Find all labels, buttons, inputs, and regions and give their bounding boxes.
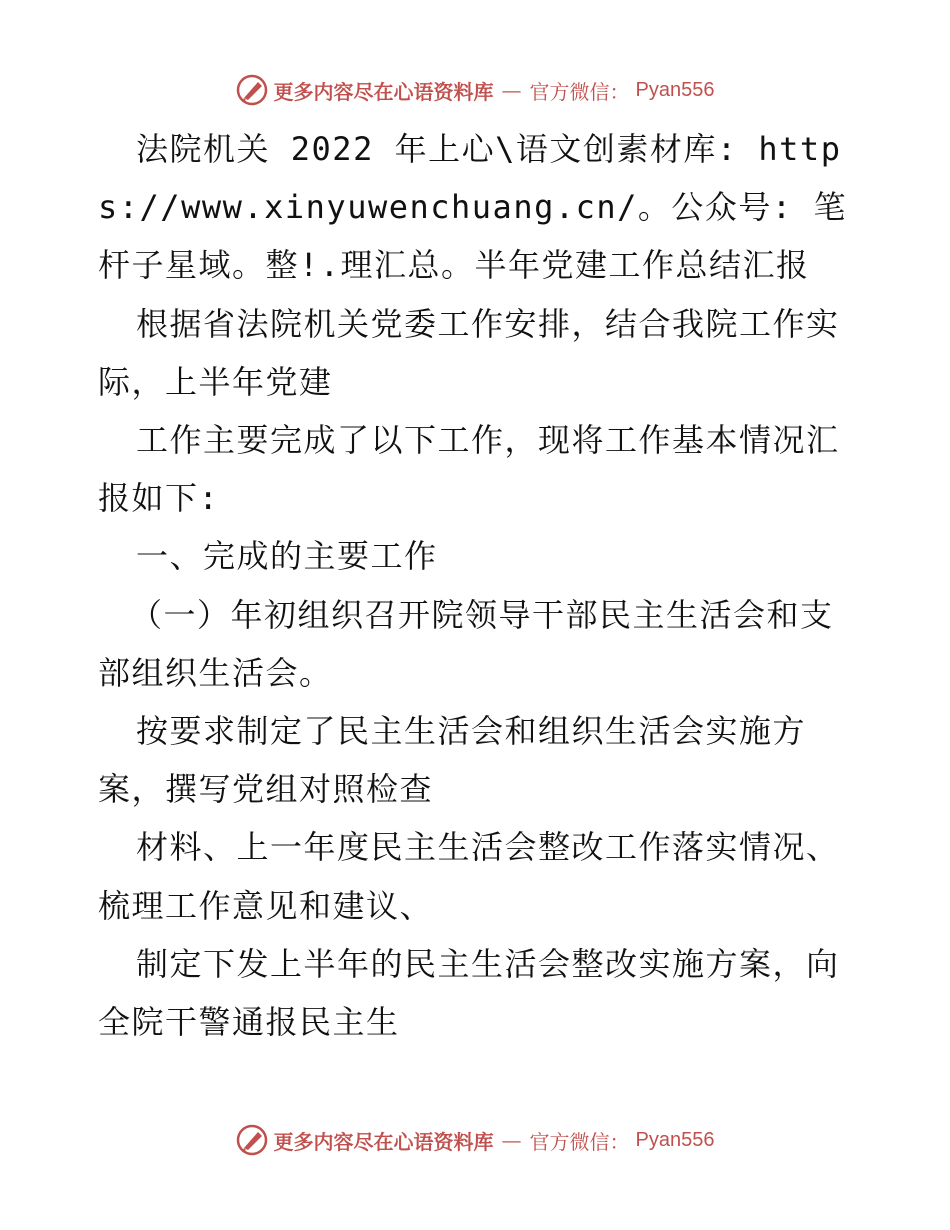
pen-logo-icon (236, 1124, 268, 1156)
paragraph: 材料、上一年度民主生活会整改工作落实情况、梳理工作意见和建议、 (98, 828, 840, 925)
pen-logo-icon (236, 74, 268, 106)
watermark-footer (0, 1120, 950, 1160)
watermark-wechat-id: Pyan556 (635, 78, 715, 101)
paragraph: 工作主要完成了以下工作，现将工作基本情况汇报如下: (98, 421, 840, 518)
paragraph: 按要求制定了民主生活会和组织生活会实施方案，撰写党组对照检查 (98, 712, 807, 809)
watermark-header (0, 70, 950, 110)
watermark-brand: 更多内容尽在心语资料库 (273, 79, 494, 104)
paragraph-title: 法院机关 2022 年上心\语文创素材库: https://www.xinyuwenchuang.cn/。公众号: 笔杆子星域。整!.理汇总。半年党建工作总结汇报 (98, 130, 847, 285)
section-heading: 一、完成的主要工作 (136, 537, 438, 576)
watermark-wechat-label: 官方微信： (529, 1129, 630, 1154)
paragraph: 根据省法院机关党委工作安排，结合我院工作实际，上半年党建 (98, 304, 840, 401)
watermark-brand: 更多内容尽在心语资料库 (273, 1129, 494, 1154)
watermark-wechat-label: 官方微信： (529, 79, 630, 104)
watermark-wechat-id: Pyan556 (635, 1128, 715, 1151)
subsection-heading: （一）年初组织召开院领导干部民主生活会和支部组织生活会。 (98, 595, 834, 692)
paragraph: 制定下发上半年的民主生活会整改实施方案，向全院干警通报民主生 (98, 944, 840, 1042)
watermark-dash: — (501, 1128, 522, 1152)
watermark-dash: — (501, 78, 522, 102)
document-body (98, 120, 858, 1051)
